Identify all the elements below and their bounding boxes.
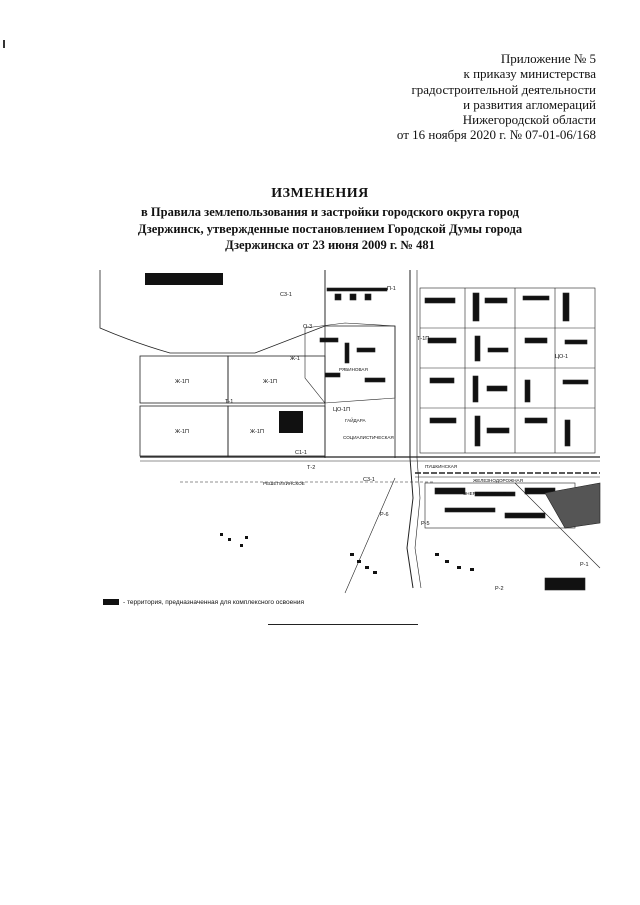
closing-divider bbox=[268, 624, 418, 625]
street-energeticheskaya: ЭНЕРГЕТИЧЕСКАЯ bbox=[463, 491, 506, 496]
document-title: ИЗМЕНЕНИЯ bbox=[271, 186, 369, 201]
zone-label-c3-top: С3-1 bbox=[280, 292, 292, 298]
scattered-buildings bbox=[220, 533, 474, 574]
street-reshetikhinskoe: РЕШЕТИХИНСКОЕ bbox=[263, 481, 305, 486]
zone-label-c1: С1-1 bbox=[295, 450, 307, 456]
zone-label-zh1: Ж-1 bbox=[290, 356, 300, 362]
document-subtitle bbox=[95, 204, 565, 254]
page-edge-mark bbox=[3, 40, 5, 48]
zone-label-zh1p-c: Ж-1П bbox=[175, 429, 189, 435]
appendix-line-5: Нижегородской области bbox=[462, 112, 596, 128]
zone-label-r6: Р-6 bbox=[380, 512, 389, 518]
appendix-line-6: от 16 ноября 2020 г. № 07-01-06/168 bbox=[396, 127, 596, 143]
zone-label-o3: О-3 bbox=[303, 324, 313, 330]
appendix-line-3: градостроительной деятельности bbox=[411, 81, 596, 97]
street-sotsialisticheskaya: СОЦИАЛИСТИЧЕСКАЯ bbox=[343, 435, 394, 440]
zone-label-r1: Р-1 bbox=[580, 562, 589, 568]
street-pushkinskaya: ПУШКИНСКАЯ bbox=[425, 464, 458, 469]
built-up-area bbox=[420, 288, 595, 453]
zone-label-p1: П-1 bbox=[387, 286, 396, 292]
industrial-area bbox=[425, 483, 600, 590]
appendix-line-2: к приказу министерства bbox=[463, 66, 596, 82]
street-ryabinovaya: РЯБИНОВАЯ bbox=[339, 367, 368, 372]
zone-label-tsho1p: ЦО-1П bbox=[333, 407, 351, 413]
map-legend bbox=[103, 596, 304, 608]
complex-development-area-center bbox=[279, 411, 303, 433]
appendix-header bbox=[397, 51, 596, 143]
street-zheleznodorozhnaya: ЖЕЛЕЗНОДОРОЖНАЯ bbox=[473, 478, 523, 483]
zone-label-zh1p-d: Ж-1П bbox=[250, 429, 264, 435]
zone-label-t1p: Т-1П bbox=[417, 336, 430, 342]
built-up-cluster-center bbox=[305, 288, 395, 403]
subtitle-line-1: в Правила землепользования и застройки городского округа город bbox=[141, 205, 519, 219]
appendix-line-1: Приложение № 5 bbox=[500, 51, 596, 66]
zone-label-t1: Т-1 bbox=[225, 399, 234, 405]
zone-label-zh1p-b: Ж-1П bbox=[263, 379, 277, 385]
zone-label-t2: Т-2 bbox=[307, 465, 316, 471]
complex-development-area-top bbox=[145, 273, 223, 285]
map-roads bbox=[140, 270, 600, 593]
legend-swatch bbox=[103, 599, 119, 605]
zone-label-p2: Р-2 bbox=[495, 586, 504, 592]
zone-label-c3-mid: С3-1 bbox=[363, 477, 375, 483]
appendix-line-4: и развития агломераций bbox=[463, 96, 596, 112]
subtitle-line-2: Дзержинск, утвержденные постановлением Городской Думы города bbox=[137, 221, 523, 236]
street-gaydara: ГАЙДАРА bbox=[345, 418, 366, 423]
zone-label-zh1p-a: Ж-1П bbox=[175, 379, 189, 385]
subtitle-line-3: Дзержинска от 23 июня 2009 г. № 481 bbox=[225, 238, 435, 252]
zoning-map bbox=[95, 268, 605, 598]
zone-label-tsho1: ЦО-1 bbox=[555, 354, 569, 360]
zone-label-r5: Р-5 bbox=[421, 521, 430, 527]
legend-text: - территория, предназначенная для комплексного освоения bbox=[123, 598, 305, 606]
